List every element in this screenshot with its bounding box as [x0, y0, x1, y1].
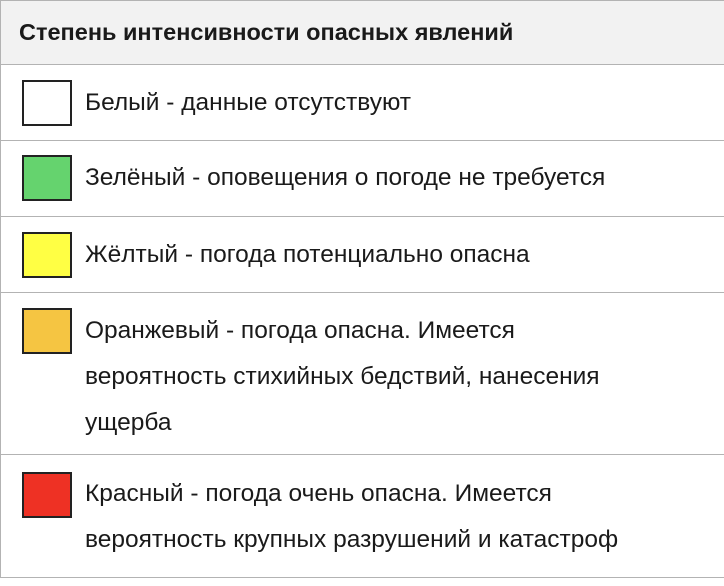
- table-header: [1, 1, 724, 65]
- legend-line: Оранжевый - погода опасна. Имеется: [85, 317, 515, 344]
- white-swatch: [22, 80, 72, 126]
- orange-swatch: [22, 308, 72, 354]
- legend-row-green: [1, 141, 724, 217]
- legend-text-white: [85, 80, 716, 126]
- legend-line: Красный - погода очень опасна. Имеется: [85, 480, 552, 507]
- legend-text-yellow: [85, 232, 716, 278]
- legend-row-white: [1, 65, 724, 141]
- green-swatch: [22, 155, 72, 201]
- legend-line: ущерба: [85, 409, 172, 436]
- legend-line: вероятность стихийных бедствий, нанесения: [85, 363, 600, 390]
- red-swatch: [22, 472, 72, 518]
- legend-text-orange: [85, 308, 716, 446]
- yellow-swatch: [22, 232, 72, 278]
- legend-line: Белый - данные отсутствуют: [85, 89, 412, 116]
- header-title: Степень интенсивности опасных явлений: [19, 19, 514, 45]
- legend-row-yellow: [1, 217, 724, 293]
- legend-line: Жёлтый - погода потенциально опасна: [85, 241, 530, 268]
- legend-line: вероятность крупных разрушений и катастроф: [85, 526, 619, 553]
- legend-row-red: [1, 455, 724, 577]
- legend-row-orange: [1, 293, 724, 455]
- legend-text-green: [85, 155, 716, 201]
- legend-text-red: [85, 471, 716, 563]
- legend-line: Зелёный - оповещения о погоде не требуется: [85, 164, 606, 191]
